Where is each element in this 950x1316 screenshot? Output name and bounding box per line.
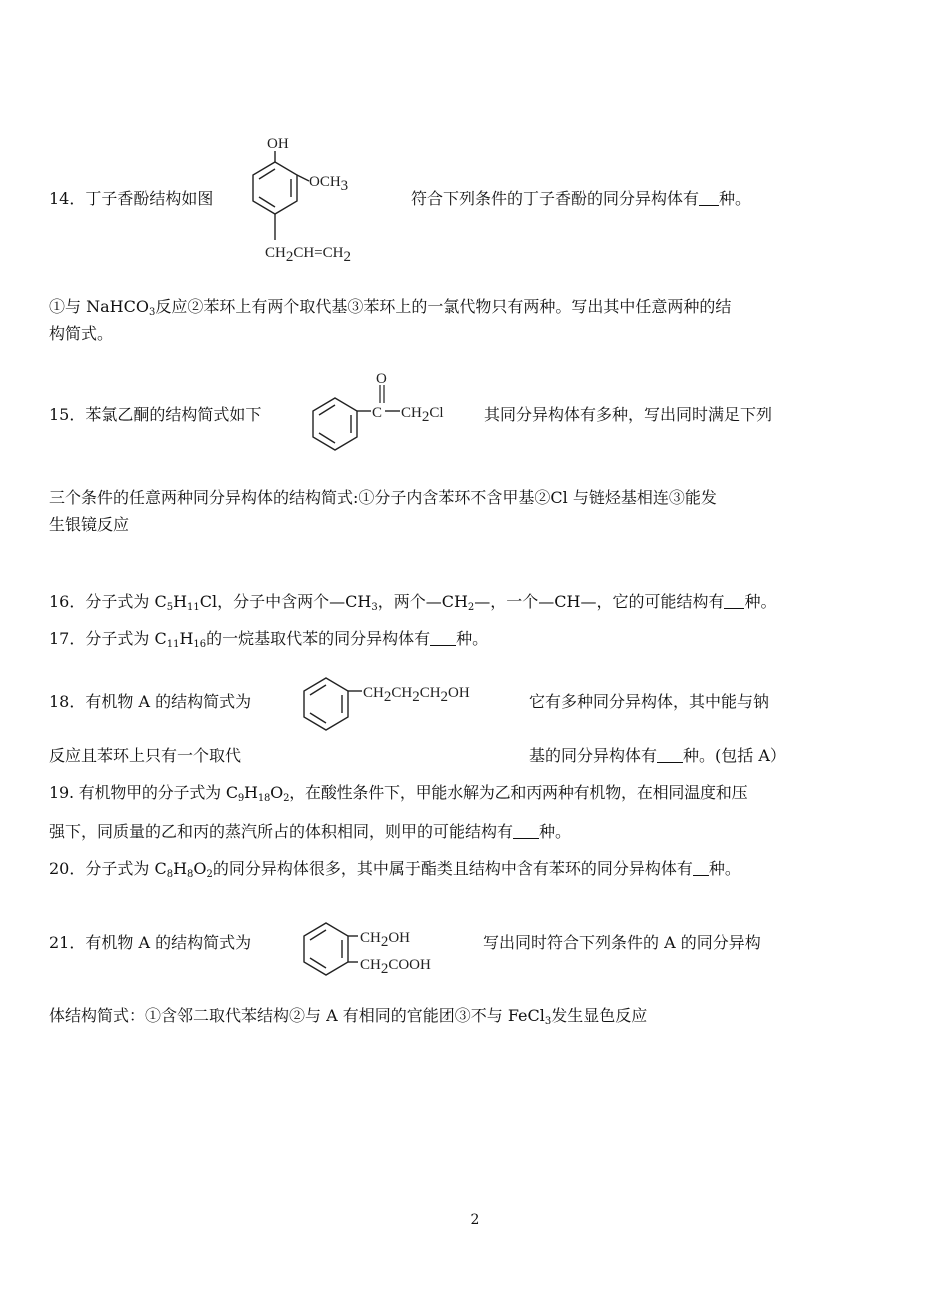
svg-text:O: O: [376, 371, 387, 387]
q20: 20．分子式为 $C_8H_8O_2$的同分异构体很多，其中属于酯类且结构中含有苯环的同分异构体有 种。: [49, 859, 741, 880]
q19: 19. 有机物甲的分子式为 $C_9H_{18}O_2$，在酸性条件下，甲能水解为乙和丙两种有机物，在相同温度和压: [49, 783, 748, 804]
svg-text:CH2CH=CH2: CH2CH=CH2: [265, 245, 351, 265]
svg-text:CH2CH2CH2OH: CH2CH2CH2OH: [363, 685, 470, 705]
q21-conditions: 体结构简式：①含邻二取代苯结构②与 A 有相同的官能团③不与 FeCl$_3$发生显色反应: [49, 1006, 648, 1027]
answer-blank[interactable]: [724, 594, 744, 609]
q21-structure: [296, 917, 466, 987]
q19-line2: 强下，同质量的乙和丙的蒸汽所占的体积相同，则甲的可能结构有 种。: [49, 822, 572, 841]
q15-stem-tail: 其同分异构体有多种，写出同时满足下列: [484, 405, 773, 424]
q18-stem-tail: 它有多种同分异构体，其中能与钠: [529, 692, 770, 711]
svg-text:OH: OH: [267, 136, 289, 152]
page-number: 2: [470, 1212, 480, 1228]
svg-text:CH2OH: CH2OH: [360, 930, 411, 950]
svg-text:OCH3: OCH3: [309, 174, 349, 194]
svg-text:C: C: [372, 405, 383, 421]
q15-conditions-line2: 生银镜反应: [49, 515, 130, 534]
q15-conditions: 三个条件的任意两种同分异构体的结构简式:①分子内含苯环不含甲基②Cl 与链烃基相连③能发: [49, 488, 717, 507]
q14-conditions: ①与 NaHCO$_3$反应②苯环上有两个取代基③苯环上的一氯代物只有两种。写出其中任意两种的结: [49, 297, 732, 318]
answer-blank[interactable]: [430, 631, 456, 646]
svg-text:CH2Cl: CH2Cl: [401, 405, 444, 425]
q21-stem-tail: 写出同时符合下列条件的 A 的同分异构: [483, 933, 761, 952]
q18-line2-right: 基的同分异构体有 种。(包括 A）: [529, 746, 786, 765]
q14-stem-tail: 符合下列条件的丁子香酚的同分异构体有 种。: [411, 189, 752, 208]
q21-stem: 21．有机物 A 的结构简式为: [49, 933, 252, 952]
q18-stem: 18．有机物 A 的结构简式为: [49, 692, 252, 711]
q15-phenacyl-chloride-structure: [305, 368, 470, 458]
answer-blank[interactable]: [693, 861, 709, 876]
svg-text:CH2COOH: CH2COOH: [360, 957, 431, 977]
q14-conditions-line2: 构简式。: [49, 324, 114, 343]
q18-line2-left: 反应且苯环上只有一个取代: [49, 746, 242, 765]
answer-blank[interactable]: [513, 824, 539, 839]
q14-stem: 14．丁子香酚结构如图: [49, 189, 214, 208]
q14-eugenol-structure: [245, 132, 395, 267]
q15-stem: 15．苯氯乙酮的结构简式如下: [49, 405, 262, 424]
q17: 17．分子式为 $C_{11}H_{16}$的一烷基取代苯的同分异构体有 种。: [49, 629, 489, 650]
q16: 16．分子式为 $C_5H_{11}Cl$，分子中含两个$—CH_3$，两个$—CH_2—$，一个—CH—，它的可能结构有 种。: [49, 592, 777, 613]
answer-blank[interactable]: [699, 191, 719, 206]
answer-blank[interactable]: [657, 748, 683, 763]
q18-phenylpropanol-structure: [296, 668, 511, 738]
